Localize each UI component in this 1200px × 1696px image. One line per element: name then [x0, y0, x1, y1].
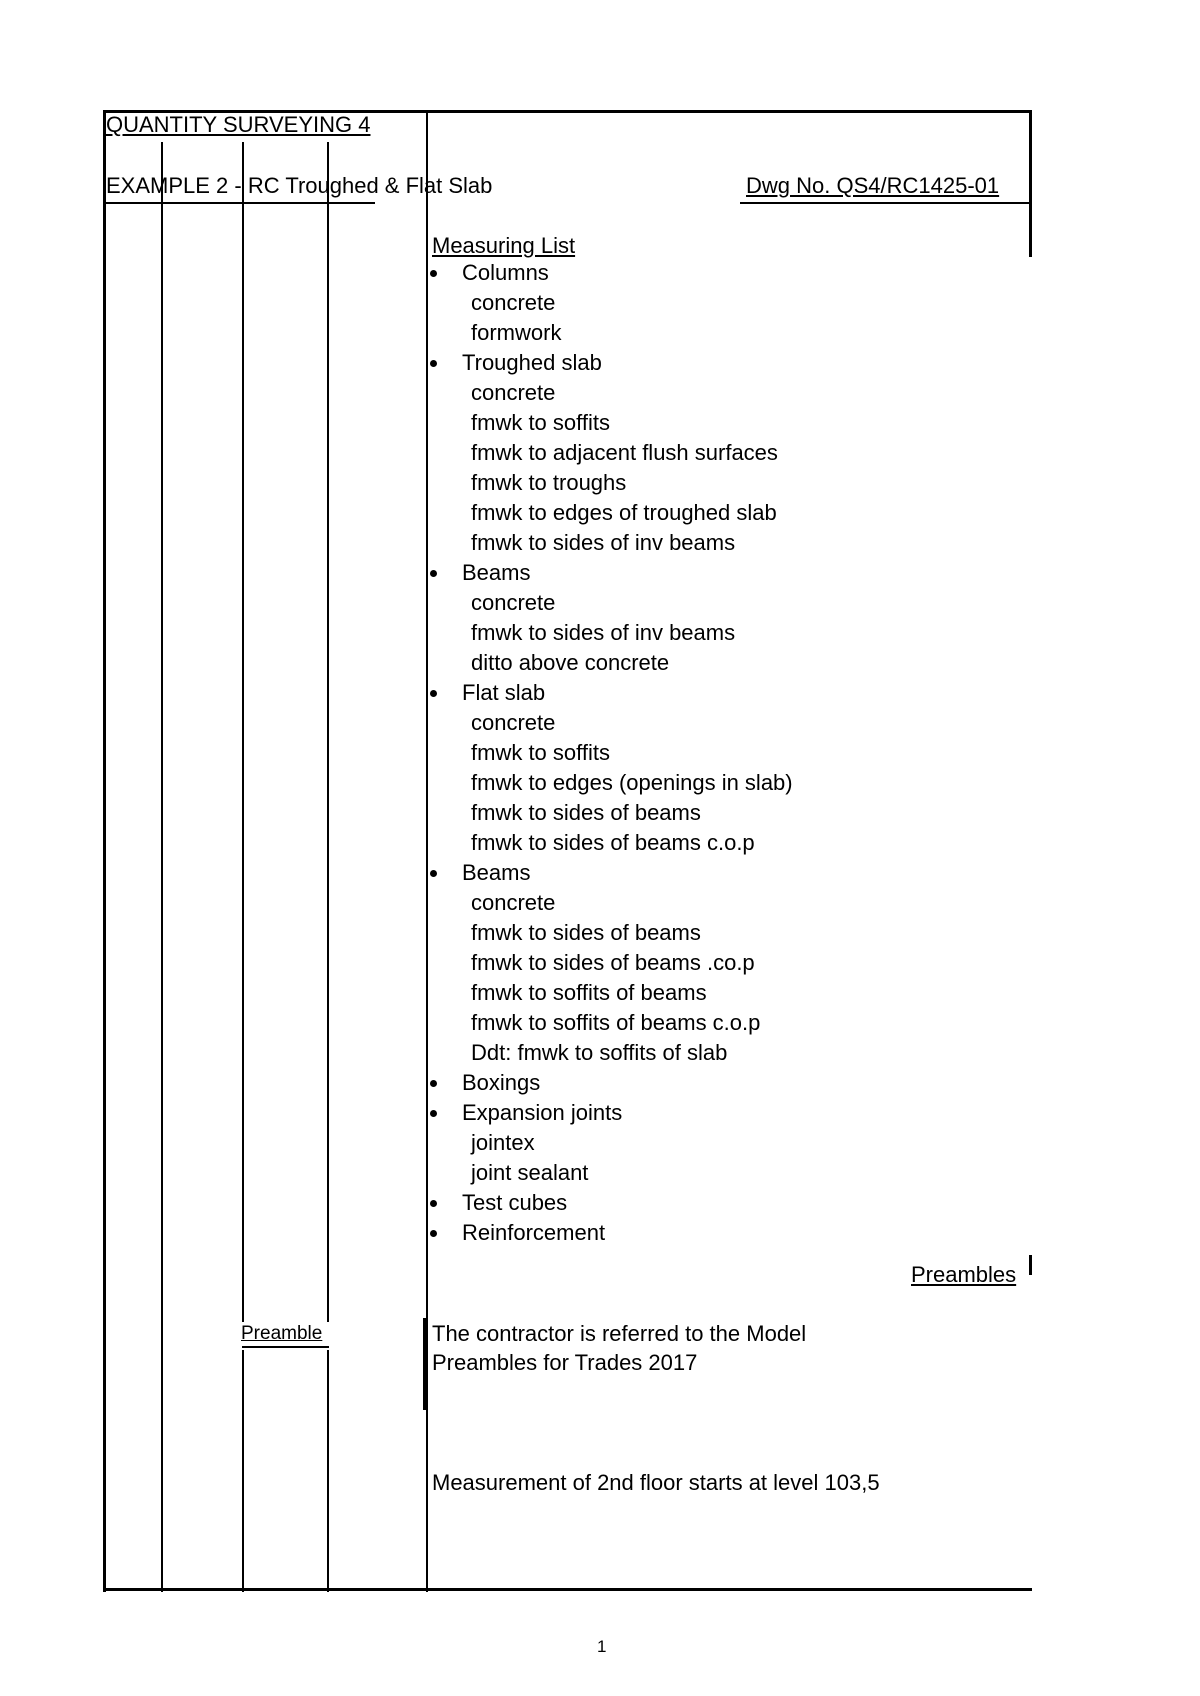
- bullet-icon: [430, 570, 437, 577]
- measuring-list-item: fmwk to edges of troughed slab: [471, 500, 777, 525]
- measuring-list-item: fmwk to sides of inv beams: [471, 530, 736, 555]
- column-divider-2-lower: [242, 1350, 244, 1592]
- preamble-text-line-2: Preambles for Trades 2017: [432, 1350, 698, 1375]
- measuring-list-item: concrete: [471, 710, 556, 735]
- header-separator-left: [103, 202, 375, 204]
- measurement-note: Measurement of 2nd floor starts at level 103,5: [432, 1470, 880, 1495]
- measuring-list-item: concrete: [471, 380, 556, 405]
- measuring-group-label: Beams: [462, 560, 531, 585]
- measuring-group-label: Boxings: [462, 1070, 541, 1095]
- column-divider-3-lower: [327, 1350, 329, 1592]
- measuring-list-item: concrete: [471, 890, 556, 915]
- measuring-list-item: concrete: [471, 590, 556, 615]
- measuring-list-item: fmwk to sides of beams: [471, 800, 701, 825]
- measuring-list-item: Ddt: fmwk to soffits of slab: [471, 1040, 728, 1065]
- page-number: 1: [597, 1637, 607, 1656]
- measuring-list-item: concrete: [471, 290, 556, 315]
- document-title: QUANTITY SURVEYING 4: [106, 112, 371, 137]
- bullet-icon: [430, 690, 437, 697]
- measuring-list-item: fmwk to sides of beams .co.p: [471, 950, 755, 975]
- measuring-list-item: fmwk to sides of beams: [471, 920, 701, 945]
- measuring-list-item: fmwk to edges (openings in slab): [471, 770, 793, 795]
- header-separator-right: [740, 202, 1029, 204]
- measuring-list-item: joint sealant: [471, 1160, 589, 1185]
- measuring-group-label: Reinforcement: [462, 1220, 606, 1245]
- column-divider-2: [242, 142, 244, 1322]
- column-divider-1: [161, 142, 163, 1592]
- measuring-list-item: fmwk to sides of inv beams: [471, 620, 736, 645]
- measuring-group-label: Expansion joints: [462, 1100, 623, 1125]
- measuring-list-item: formwork: [471, 320, 562, 345]
- table-right-border: [1029, 110, 1032, 257]
- bullet-icon: [430, 1230, 437, 1237]
- bullet-icon: [430, 1200, 437, 1207]
- example-title: EXAMPLE 2 - RC Troughed & Flat Slab: [106, 173, 493, 198]
- bullet-icon: [430, 360, 437, 367]
- measuring-list-item: fmwk to troughs: [471, 470, 627, 495]
- measuring-list-item: fmwk to sides of beams c.o.p: [471, 830, 755, 855]
- measuring-group-label: Test cubes: [462, 1190, 568, 1215]
- measuring-list-item: fmwk to soffits: [471, 740, 610, 765]
- measuring-list-item: fmwk to soffits of beams: [471, 980, 707, 1005]
- preamble-text-line-1: The contractor is referred to the Model: [432, 1321, 807, 1346]
- measuring-group-label: Beams: [462, 860, 531, 885]
- measuring-list-item: ditto above concrete: [471, 650, 670, 675]
- table-right-border-lower: [1029, 1255, 1032, 1275]
- preambles-heading: Preambles: [911, 1262, 1017, 1287]
- column-divider-3: [327, 142, 329, 1322]
- preamble-margin-bar: [423, 1318, 428, 1410]
- drawing-number: Dwg No. QS4/RC1425-01: [746, 173, 1000, 198]
- measuring-group-label: Troughed slab: [462, 350, 602, 375]
- measuring-group-label: Columns: [462, 260, 549, 285]
- measuring-group-label: Flat slab: [462, 680, 546, 705]
- measuring-list-item: fmwk to soffits: [471, 410, 610, 435]
- bullet-icon: [430, 1080, 437, 1087]
- preamble-side-label: Preamble: [241, 1323, 323, 1344]
- measuring-list-item: fmwk to soffits of beams c.o.p: [471, 1010, 761, 1035]
- bullet-icon: [430, 870, 437, 877]
- bullet-icon: [430, 270, 437, 277]
- table-left-border: [103, 110, 106, 1592]
- measuring-list-item: fmwk to adjacent flush surfaces: [471, 440, 778, 465]
- measuring-list-item: jointex: [471, 1130, 535, 1155]
- bullet-icon: [430, 1110, 437, 1117]
- measuring-list-heading: Measuring List: [432, 233, 576, 258]
